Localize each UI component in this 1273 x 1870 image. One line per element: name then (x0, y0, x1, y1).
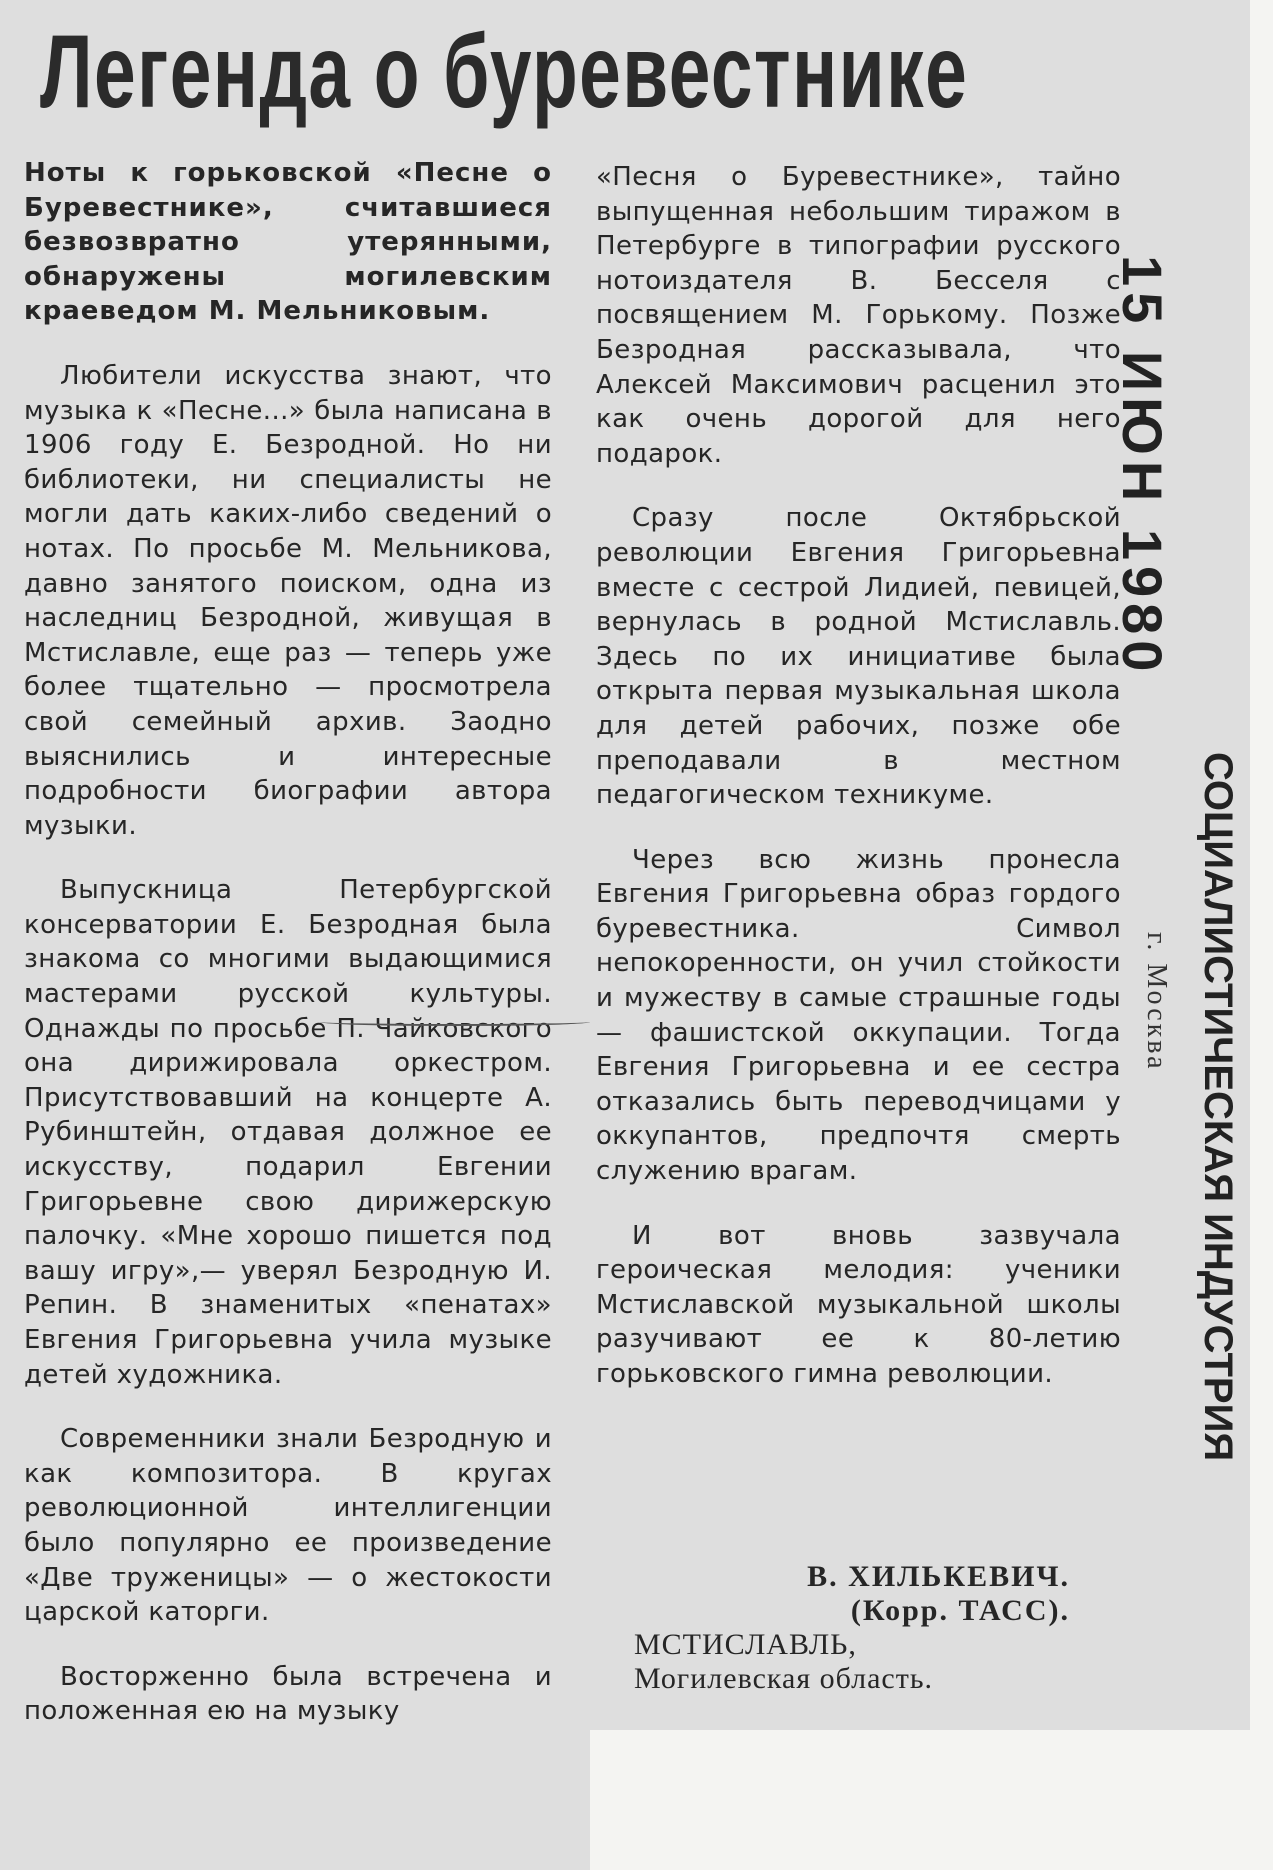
paragraph: Сразу после Октябрьской революции Евгения Григорьевна вместе с сестрой Лидией, певицей, вернулась в родной Мстиславль. Здесь по их инициативе была открыта первая музыкальная школа для детей рабочих, позже обе преподавали в местном педагогическом техникуме. (596, 503, 1121, 811)
clipping-cutout (590, 1730, 1273, 1870)
city-stamp: г. Москва (1141, 932, 1172, 1072)
paragraph: Восторженно была встречена и положенная ею на музыку (24, 1661, 552, 1727)
paragraph: «Песня о Буревестнике», тайно выпущенная небольшим тиражом в Петербурге в типографии русского нотоиздателя В. Бесселя с посвящением М. Горькому. Позже Безродная рассказывала, что Алексей Максимович расценил это как очень дорогой для него подарок. (596, 162, 1121, 469)
date-stamp: 15 ИЮН 1980 (1111, 255, 1174, 678)
agency: (Корр. ТАСС). (850, 1594, 1070, 1627)
article-lead: Ноты к горьковской «Песне о Буревестнике», считавшиеся безвозвратно утерянными, обнаружены могилевским краеведом М. Мельниковым. (24, 158, 552, 327)
pen-underline (320, 1018, 590, 1026)
paragraph: Любители искусства знают, что музыка к «Песне...» была написана в 1906 году Е. Безродной. Но ни библиотеки, ни специалисты не могли дать каких-либо сведений о нотах. По просьбе М. Мельникова, давно занятого поиском, одна из наследниц Безродной, живущая в Мстиславле, еще раз — теперь уже более тщательно — просмотрела свой семейный архив. Заодно выяснились и интересные подробности биографии автора музыки. (24, 360, 552, 841)
article-headline: Легенда о буревестнике (40, 14, 969, 130)
paragraph: Через всю жизнь пронесла Евгения Григорьевна образ гордого буревестника. Символ непокоренности, он учил стойкости и мужеству в самые страшные годы — фашистской оккупации. Тогда Евгения Григорьевна и ее сестра отказались быть переводчицами у оккупантов, предпочтя смерть служению врагам. (596, 844, 1121, 1187)
author-name: В. ХИЛЬКЕВИЧ. (807, 1560, 1070, 1593)
dateline-city: МСТИСЛАВЛЬ, (634, 1628, 857, 1661)
newspaper-stamp: СОЦИАЛИСТИЧЕСКАЯ ИНДУСТРИЯ (1196, 752, 1240, 1462)
right-column (596, 160, 1121, 1422)
dateline-region: Могилевская область. (634, 1662, 934, 1695)
byline (620, 1560, 1070, 1696)
paragraph: Выпускница Петербургской консерватории Е. Безродная была знакома со многими выдающимися мастерами русской культуры. Однажды по просьбе П. Чайковского она дирижировала оркестром. Присутствовавший на концерте А. Рубинштейн, отдавая должное ее искусству, подарил Евгении Григорьевне свою дирижерскую палочку. «Мне хорошо пишется под вашу игру»,— уверял Безродную И. Репин. В знаменитых «пенатах» Евгения Григорьевна учила музыке детей художника. (24, 875, 552, 1390)
paragraph: И вот вновь зазвучала героическая мелодия: ученики Мстиславской музыкальной школы разучивают ее к 80-летию горьковского гимна революции. (596, 1220, 1121, 1389)
paragraph: Современники знали Безродную и как композитора. В кругах революционной интеллигенции было популярно ее произведение «Две труженицы» — о жестокости царской каторги. (24, 1424, 552, 1628)
left-column (24, 156, 552, 1729)
